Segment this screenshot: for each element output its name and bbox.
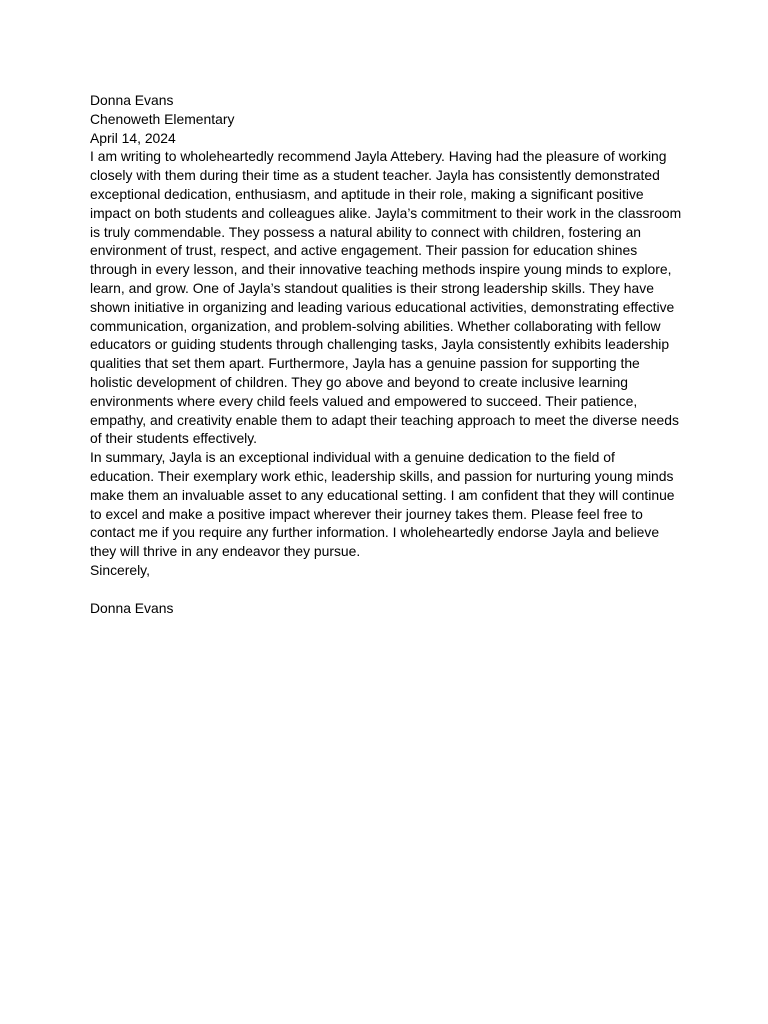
paragraph-line: exceptional dedication, enthusiasm, and aptitude in their role, making a significant positive xyxy=(90,185,644,202)
recommendation-letter xyxy=(90,91,682,617)
paragraph-line: closely with them during their time as a student teacher. Jayla has consistently demonstrated xyxy=(90,167,660,184)
signature-name: Donna Evans xyxy=(90,599,174,616)
paragraph-line: In summary, Jayla is an exceptional individual with a genuine dedication to the field of xyxy=(90,449,615,466)
paragraph-line: through in every lesson, and their innovative teaching methods inspire young minds to explore, xyxy=(90,261,672,278)
paragraph-line: impact on both students and colleagues alike. Jayla’s commitment to their work in the classroom xyxy=(90,204,682,221)
paragraph-line: I am writing to wholeheartedly recommend Jayla Attebery. Having had the pleasure of working xyxy=(90,148,667,165)
paragraph-line: to excel and make a positive impact wherever their journey takes them. Please feel free to xyxy=(90,505,643,522)
sender-name: Donna Evans xyxy=(90,92,174,108)
paragraph-line: of their students effectively. xyxy=(90,430,258,447)
body-paragraph-2 xyxy=(90,448,682,561)
paragraph-line: holistic development of children. They go above and beyond to create inclusive learning xyxy=(90,373,628,390)
paragraph-line: empathy, and creativity enable them to adapt their teaching approach to meet the diverse needs xyxy=(90,411,679,428)
paragraph-line: education. Their exemplary work ethic, leadership skills, and passion for nurturing young minds xyxy=(90,467,674,484)
paragraph-line: communication, organization, and problem-solving abilities. Whether collaborating with fellow xyxy=(90,317,661,334)
letter-date: April 14, 2024 xyxy=(90,129,176,146)
paragraph-line: contact me if you require any further information. I wholeheartedly endorse Jayla and believe xyxy=(90,524,660,541)
paragraph-line: shown initiative in organizing and leading various educational activities, demonstrating effective xyxy=(90,298,675,315)
organization-name: Chenoweth Elementary xyxy=(90,110,235,127)
body-paragraph-1 xyxy=(90,147,682,448)
paragraph-line: environment of trust, respect, and active engagement. Their passion for education shines xyxy=(90,242,638,259)
paragraph-line: is truly commendable. They possess a natural ability to connect with children, fostering an xyxy=(90,223,642,240)
paragraph-line: they will thrive in any endeavor they pursue. xyxy=(90,543,361,560)
paragraph-line: make them an invaluable asset to any educational setting. I am confident that they will continue xyxy=(90,486,675,503)
signature-space xyxy=(90,580,682,599)
paragraph-line: educators or guiding students through challenging tasks, Jayla consistently exhibits leadership xyxy=(90,336,670,353)
paragraph-line: learn, and grow. One of Jayla’s standout qualities is their strong leadership skills. They have xyxy=(90,279,654,296)
paragraph-line: qualities that set them apart. Furthermore, Jayla has a genuine passion for supporting the xyxy=(90,355,640,372)
closing-salutation: Sincerely, xyxy=(90,561,150,578)
paragraph-line: environments where every child feels valued and empowered to succeed. Their patience, xyxy=(90,392,638,409)
